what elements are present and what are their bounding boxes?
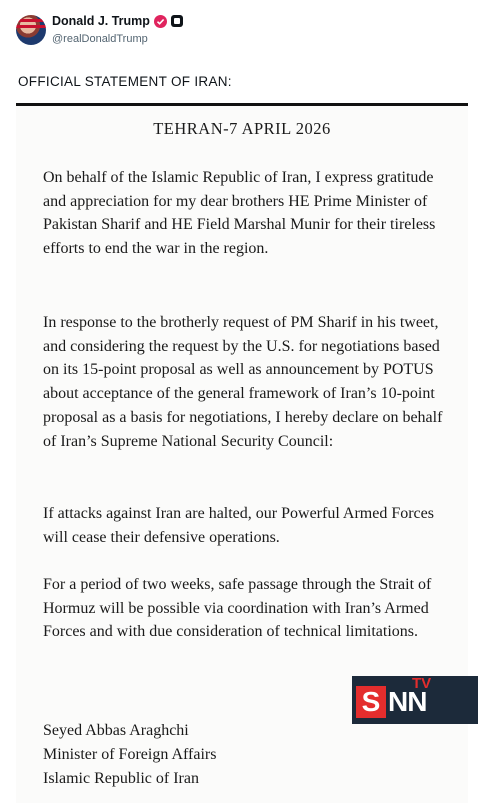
avatar-flag-stripe	[16, 25, 46, 28]
snn-tv-watermark-logo	[352, 676, 478, 724]
document-dateline: TEHRAN-7 APRIL 2026	[153, 119, 331, 138]
document-paragraph: On behalf of the Islamic Republic of Iran, I express gratitude and appreciation for my dear brothers HE Prime Minister of Pakistan Sharif and HE Field Marshal Munir for their tireless efforts to end the war in the region.	[43, 169, 436, 258]
avatar-flag-stripe	[16, 19, 46, 22]
signature-name: Seyed Abbas Araghchi	[43, 722, 189, 739]
document-paragraph: For a period of two weeks, safe passage through the Strait of Hormuz will be possible via coordination with Iran’s Armed Forces and with due consideration of technical limitations.	[43, 576, 432, 641]
document-signature	[43, 719, 216, 791]
signature-title: Minister of Foreign Affairs	[43, 746, 217, 763]
post-text: OFFICIAL STATEMENT OF IRAN:	[18, 74, 232, 89]
watermark-s: S	[356, 686, 386, 718]
media-badge-icon	[171, 15, 183, 27]
author-name-row	[52, 14, 183, 28]
author-avatar[interactable]	[16, 15, 46, 45]
author-name[interactable]: Donald J. Trump	[52, 14, 150, 28]
watermark-tv: TV	[412, 675, 432, 692]
verified-badge-icon	[154, 15, 167, 28]
author-handle[interactable]: @realDonaldTrump	[52, 33, 148, 45]
signature-org: Islamic Republic of Iran	[43, 770, 199, 787]
document-paragraph: If attacks against Iran are halted, our Powerful Armed Forces will cease their defensive operations.	[43, 505, 434, 546]
watermark-nn: NN	[388, 686, 427, 717]
document-paragraph: In response to the brotherly request of PM Sharif in his tweet, and considering the request by the U.S. for negotiations based on its 15-point proposal as well as announcement by POTUS about acceptance of the general framework of Iran’s 10-point proposal as a basis for negotiations, I hereby declare on behalf of Iran’s Supreme National Security Council:	[43, 314, 443, 450]
